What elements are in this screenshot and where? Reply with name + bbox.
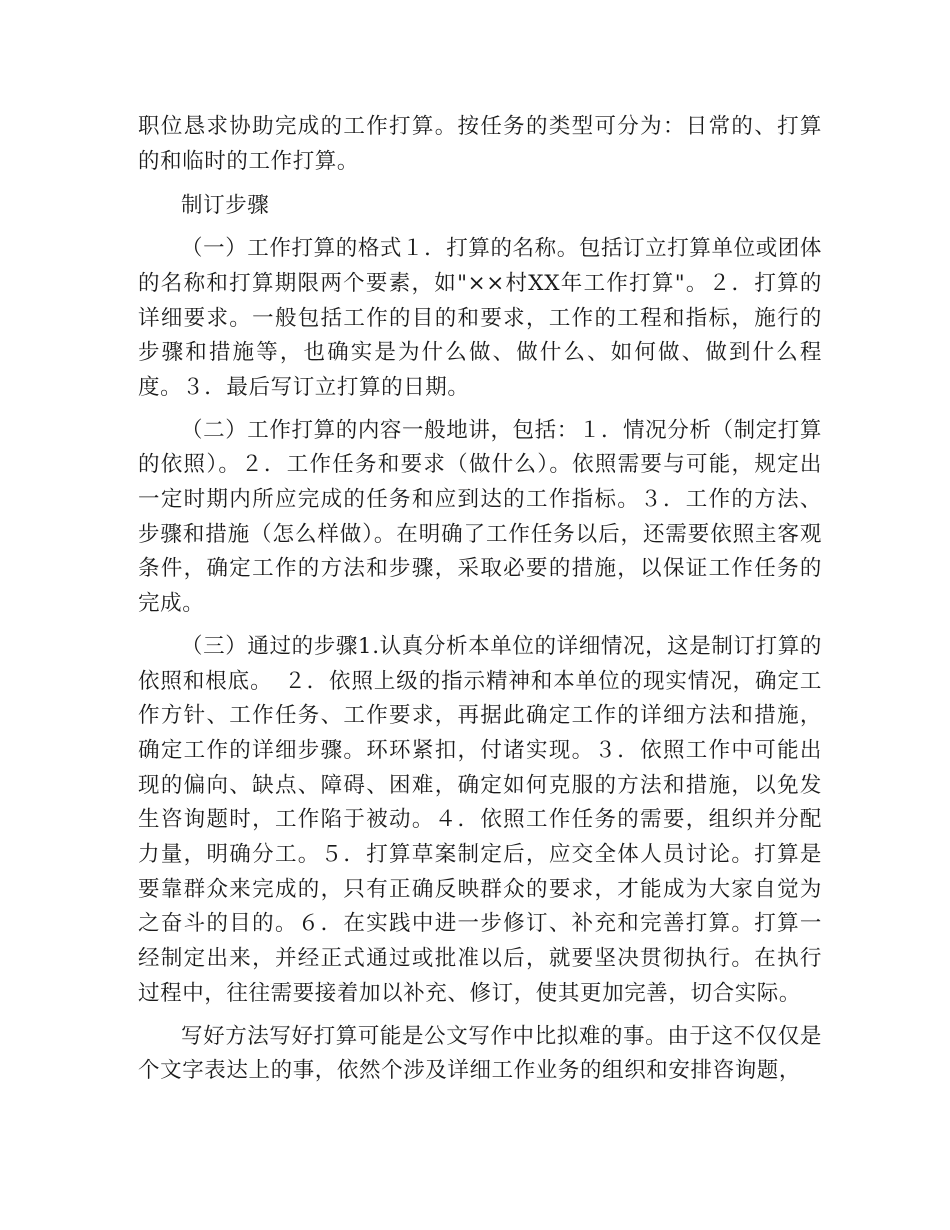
paragraph-3: （一）工作打算的格式１．打算的名称。包括订立打算单位或团体的名称和打算期限两个要素，如"××村XX年工作打算"。２．打算的详细要求。一般包括工作的目的和要求，工作的工程和指标，施行的步骤和措施等，也确实是为什么做、做什么、如何做、做到什么程度。３．最后写订立打算的日期。 bbox=[138, 236, 822, 400]
paragraph-1: 职位恳求协助完成的工作打算。按任务的类型可分为：日常的、打算的和临时的工作打算。 bbox=[138, 114, 822, 174]
paragraph-6: 写好方法写好打算可能是公文写作中比拟难的事。由于这不仅仅是个文字表达上的事，依然个涉及详细工作业务的组织和安排咨询题， bbox=[138, 1023, 822, 1084]
paragraph-4: （二）工作打算的内容一般地讲，包括：１．情况分析（制定打算的依照）。２．工作任务和要求（做什么）。依照需要与可能，规定出一定时期内所应完成的任务和应到达的工作指标。３．工作的方法、步骤和措施（怎么样做）。在明确了工作任务以后，还需要依照主客观条件，确定工作的方法和步骤，采取必要的措施，以保证工作任务的完成。 bbox=[138, 417, 822, 617]
paragraph-2-heading: 制订步骤 bbox=[181, 193, 270, 219]
paragraph-5: （三）通过的步骤1.认真分析本单位的详细情况，这是制订打算的依照和根底。 ２．依照上级的指示精神和本单位的现实情况，确定工作方针、工作任务、工作要求，再据此确定工作的详细方法和措施，确定工作的详细步骤。环环紧扣，付诸实现。３．依照工作中可能出现的偏向、缺点、障碍、困难，确定如何克服的方法和措施，以免发生咨询题时，工作陷于被动。４．依照工作任务的需要，组织并分配力量，明确分工。５．打算草案制定后，应交全体人员讨论。打算是要靠群众来完成的，只有正确反映群众的要求，才能成为大家自觉为之奋斗的目的。６．在实践中进一步修订、补充和完善打算。打算一经制定出来，并经正式通过或批准以后，就要坚决贯彻执行。在执行过程中，往往需要接着加以补充、修订，使其更加完善，切合实际。 bbox=[138, 633, 822, 1006]
document-body bbox=[138, 110, 822, 1089]
